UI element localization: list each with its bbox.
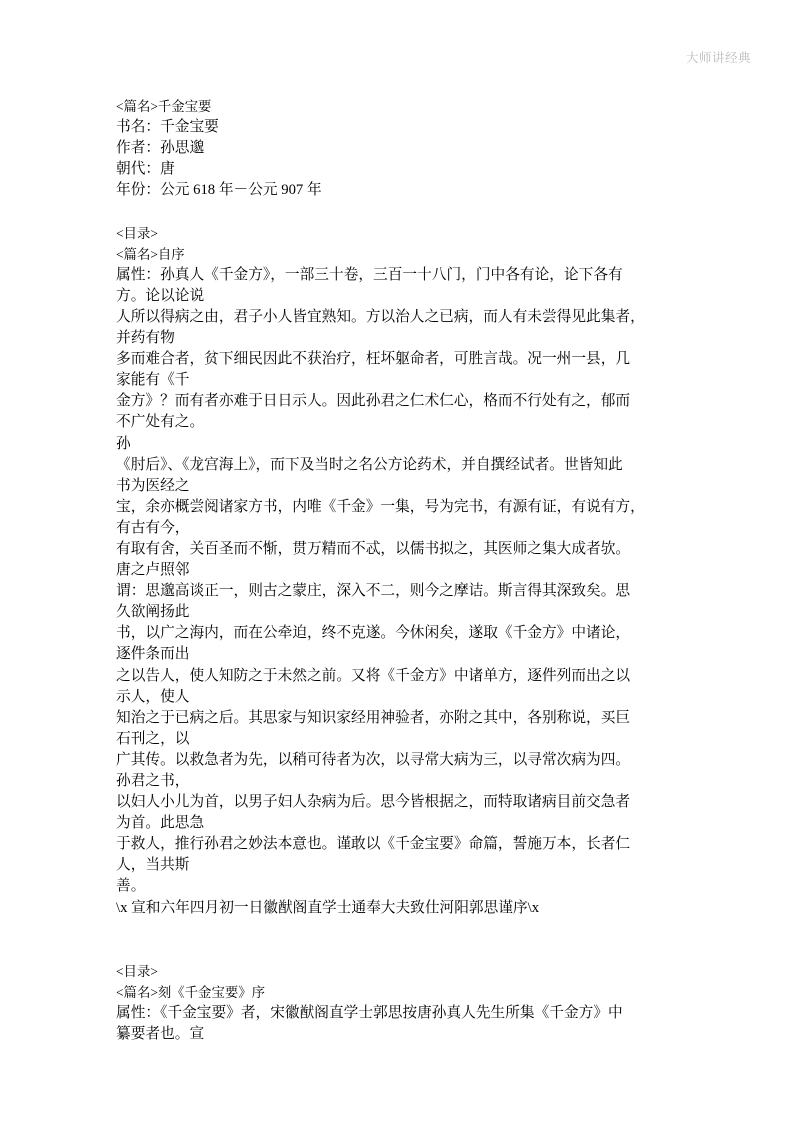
- page-header-watermark: 大师讲经典: [685, 51, 751, 65]
- text-line: 唐之卢照邻: [116, 562, 190, 579]
- text-line: 属性：《千金宝要》者，宋徽猷阁直学士郭思按唐孙真人先生所集《千金方》中: [116, 1005, 623, 1022]
- text-line: 多而难合者，贫下细民因此不获治疗，枉坏躯命者，可胜言哉。况一州一县，几: [116, 351, 631, 368]
- text-line: <目录>: [116, 963, 158, 979]
- text-line: <目录>: [116, 225, 158, 241]
- text-line: 示人，使人: [116, 688, 190, 705]
- text-line: 宝，余亦概尝阅诸家方书，内唯《千金》一集，号为完书，有源有证，有说有方，: [116, 498, 645, 515]
- text-line: 并药有物: [116, 330, 175, 347]
- text-line: 不广处有之。: [116, 414, 205, 431]
- text-line: 作者：孙思邈: [116, 140, 205, 157]
- text-line: 家能有《千: [116, 372, 190, 389]
- text-line: 书名：千金宝要: [116, 119, 219, 136]
- document-text-body: [116, 96, 686, 1045]
- text-line: 人所以得病之由，君子小人皆宜熟知。方以治人之已病，而人有未尝得见此集者，: [116, 308, 645, 325]
- text-line: 纂要者也。宣: [116, 1026, 205, 1043]
- text-line: 《肘后》、《龙宫海上》，而下及当时之名公方论药术，并自撰经试者。世皆知此: [116, 456, 623, 473]
- text-line: 人，当共斯: [116, 857, 190, 874]
- text-line: 书，以广之海内，而在公牵迫，终不克遂。今休闲矣，遂取《千金方》中诸论，: [116, 625, 631, 642]
- text-line: 以妇人小儿为首，以男子妇人杂病为后。思今皆根据之，而特取诸病目前交急者: [116, 794, 631, 811]
- text-line-blank: [116, 940, 686, 961]
- text-line-blank: [116, 201, 686, 222]
- text-line: 逐件条而出: [116, 646, 190, 663]
- text-line: 广其传。以救急者为先，以稍可待者为次，以寻常大病为三，以寻常次病为四。: [116, 751, 631, 768]
- text-line: <篇名>自序: [116, 246, 185, 262]
- text-line: 谓：思邈高谈正一，则古之蒙庄，深入不二，则今之摩诘。斯言得其深致矣。思: [116, 583, 631, 600]
- text-line: 方。论以论说: [116, 287, 205, 304]
- text-line: <篇名>刻《千金宝要》序: [116, 984, 266, 1000]
- text-line: 孙君之书，: [116, 773, 190, 789]
- text-line: 于救人，推行孙君之妙法本意也。谨敢以《千金宝要》命篇，誓施万本，长者仁: [116, 836, 631, 853]
- text-line: 有取有舍，关百圣而不惭，贯万精而不忒，以儒书拟之，其医师之集大成者欤。: [116, 540, 631, 557]
- text-line-blank: [116, 919, 686, 940]
- text-line: 久欲阐扬此: [116, 604, 190, 621]
- text-line: 书为医经之: [116, 477, 190, 494]
- text-line: 石刊之，以: [116, 730, 190, 747]
- text-line: <篇名>千金宝要: [116, 99, 212, 114]
- text-line: 知治之于已病之后。其思家与知识家经用神验者，亦附之其中，各别称说，买巨: [116, 709, 631, 726]
- text-line: 之以告人，使人知防之于未然之前。又将《千金方》中诸单方，逐件列而出之以: [116, 667, 631, 684]
- text-line: 金方》？而有者亦难于日日示人。因此孙君之仁术仁心，格而不行处有之，郁而: [116, 393, 631, 410]
- text-line: \x 宣和六年四月初一日徽猷阁直学士通奉大夫致仕河阳郭思谨序\x: [116, 899, 540, 916]
- text-line: 有古有今，: [116, 519, 190, 536]
- text-line: 孙: [116, 435, 131, 452]
- text-line: 善。: [116, 878, 146, 895]
- text-line: 朝代：唐: [116, 161, 175, 178]
- text-line: 为首。此思急: [116, 815, 205, 832]
- text-line: 属性：孙真人《千金方》，一部三十卷，三百一十八门，门中各有论，论下各有: [116, 266, 623, 283]
- text-line: 年份：公元 618 年－公元 907 年: [116, 182, 322, 199]
